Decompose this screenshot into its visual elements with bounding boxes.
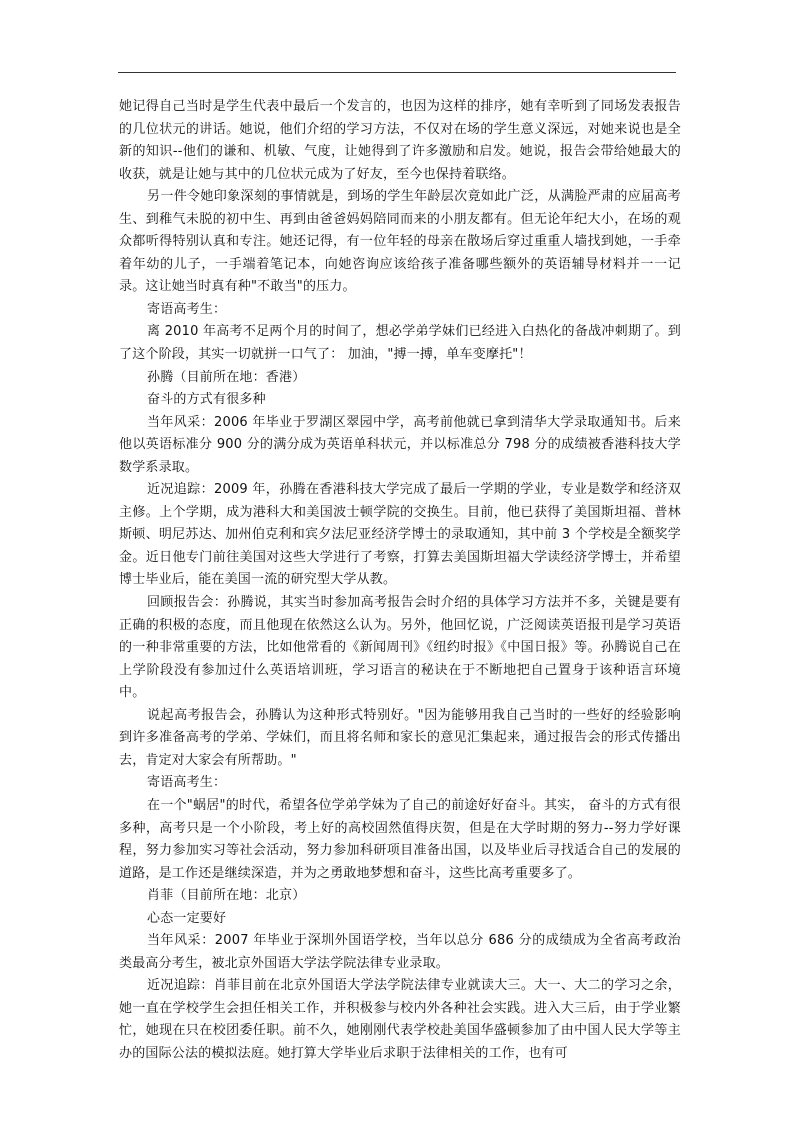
paragraph-12: 在一个"蜗居"的时代，希望各位学弟学妹为了自己的前途好好奋斗。其实， 奋斗的方式有很多种，高考只是一个小阶段，考上好的高校固然值得庆贺，但是在大学时期的努力--努力学好课程，努力参加实习等社会活动，努力参加科研项目准备出国，以及毕业后寻找适合自己的发展的道路，是工作还是继续深造，并为之勇敢地梦想和奋斗，这些比高考重要多了。 [119,797,681,881]
header-rule [118,72,676,73]
paragraph-13: 肖菲（目前所在地：北京） [147,888,306,904]
paragraph-5: 孙腾（目前所在地：香港） [147,369,306,385]
paragraph-7: 当年风采：2006 年毕业于罗湖区翠园中学，高考前他就已拿到清华大学录取通知书。后来他以英语标准分 900 分的满分成为英语单科状元，并以标准总分 798 分的成绩被香港科技大学数学系录取。 [119,414,681,475]
paragraph-11: 寄语高考生： [147,775,227,791]
paragraph-14: 心态一定要好 [147,910,227,926]
document-body [119,96,681,1066]
paragraph-10: 说起高考报告会，孙腾认为这种形式特别好。"因为能够用我自己当时的一些好的经验影响到许多准备高考的学弟、学妹们，而且将名师和家长的意见汇集起来，通过报告会的形式传播出去，肯定对大家会有所帮助。" [119,707,681,768]
paragraph-9: 回顾报告会：孙腾说，其实当时参加高考报告会时介绍的具体学习方法并不多，关键是要有正确的积极的态度，而且他现在依然这么认为。另外，他回忆说，广泛阅读英语报刊是学习英语的一种非常重要的方法，比如他常看的《新闻周刊》《纽约时报》《中国日报》等。孙腾说自己在上学阶段没有参加过什么英语培训班，学习语言的秘诀在于不断地把自己置身于该种语言环境中。 [119,595,681,701]
paragraph-16: 近况追踪：肖菲目前在北京外国语大学法学院法律专业就读大三。大一、大二的学习之余，她一直在学校学生会担任相关工作，并积极参与校内外各种社会实践。进入大三后，由于学业繁忙，她现在只在校团委任职。前不久，她刚刚代表学校赴美国华盛顿参加了由中国人民大学等主办的国际公法的模拟法庭。她打算大学毕业后求职于法律相关的工作，也有可 [119,978,681,1061]
paragraph-2: 另一件令她印象深刻的事情就是，到场的学生年龄层次竟如此广泛，从满脸严肃的应届高考生、到稚气未脱的初中生、再到由爸爸妈妈陪同而来的小朋友都有。但无论年纪大小，在场的观众都听得特别认真和专注。她还记得，有一位年轻的母亲在散场后穿过重重人墙找到她，一手牵着年幼的儿子，一手端着笔记本，向她咨询应该给孩子准备哪些额外的英语辅导材料并一一记录。这让她当时真有种"不敢当"的压力。 [119,189,681,295]
paragraph-6: 奋斗的方式有很多种 [147,392,266,408]
paragraph-15: 当年风采：2007 年毕业于深圳外国语学校，当年以总分 686 分的成绩成为全省高考政治类最高分考生，被北京外国语大学法学院法律专业录取。 [119,933,681,971]
paragraph-3: 寄语高考生： [147,301,227,317]
paragraph-4: 离 2010 年高考不足两个月的时间了，想必学弟学妹们已经进入白热化的备战冲刺期了。到了这个阶段，其实一切就拼一口气了： 加油，"搏一搏，单车变摩托"！ [119,324,681,363]
paragraph-1: 她记得自己当时是学生代表中最后一个发言的，也因为这样的排序，她有幸听到了同场发表报告的几位状元的讲话。她说，他们介绍的学习方法，不仅对在场的学生意义深远，对她来说也是全新的知识--他们的谦和、机敏、气度，让她得到了许多激励和启发。她说，报告会带给她最大的收获，就是让她与其中的几位状元成为了好友，至今也保持着联络。 [119,99,681,182]
paragraph-8: 近况追踪：2009 年，孙腾在香港科技大学完成了最后一学期的学业，专业是数学和经济双主修。上个学期，成为港科大和美国波士顿学院的交换生。目前，他已获得了美国斯坦福、普林斯顿、明尼苏达、加州伯克利和宾夕法尼亚经济学博士的录取通知，其中前 3 个学校是全额奖学金。近日他专门前往美国对这些大学进行了考察，打算去美国斯坦福大学读经济学博士，并希望博士毕业后，能在美国一流的研究型大学从教。 [119,482,681,588]
